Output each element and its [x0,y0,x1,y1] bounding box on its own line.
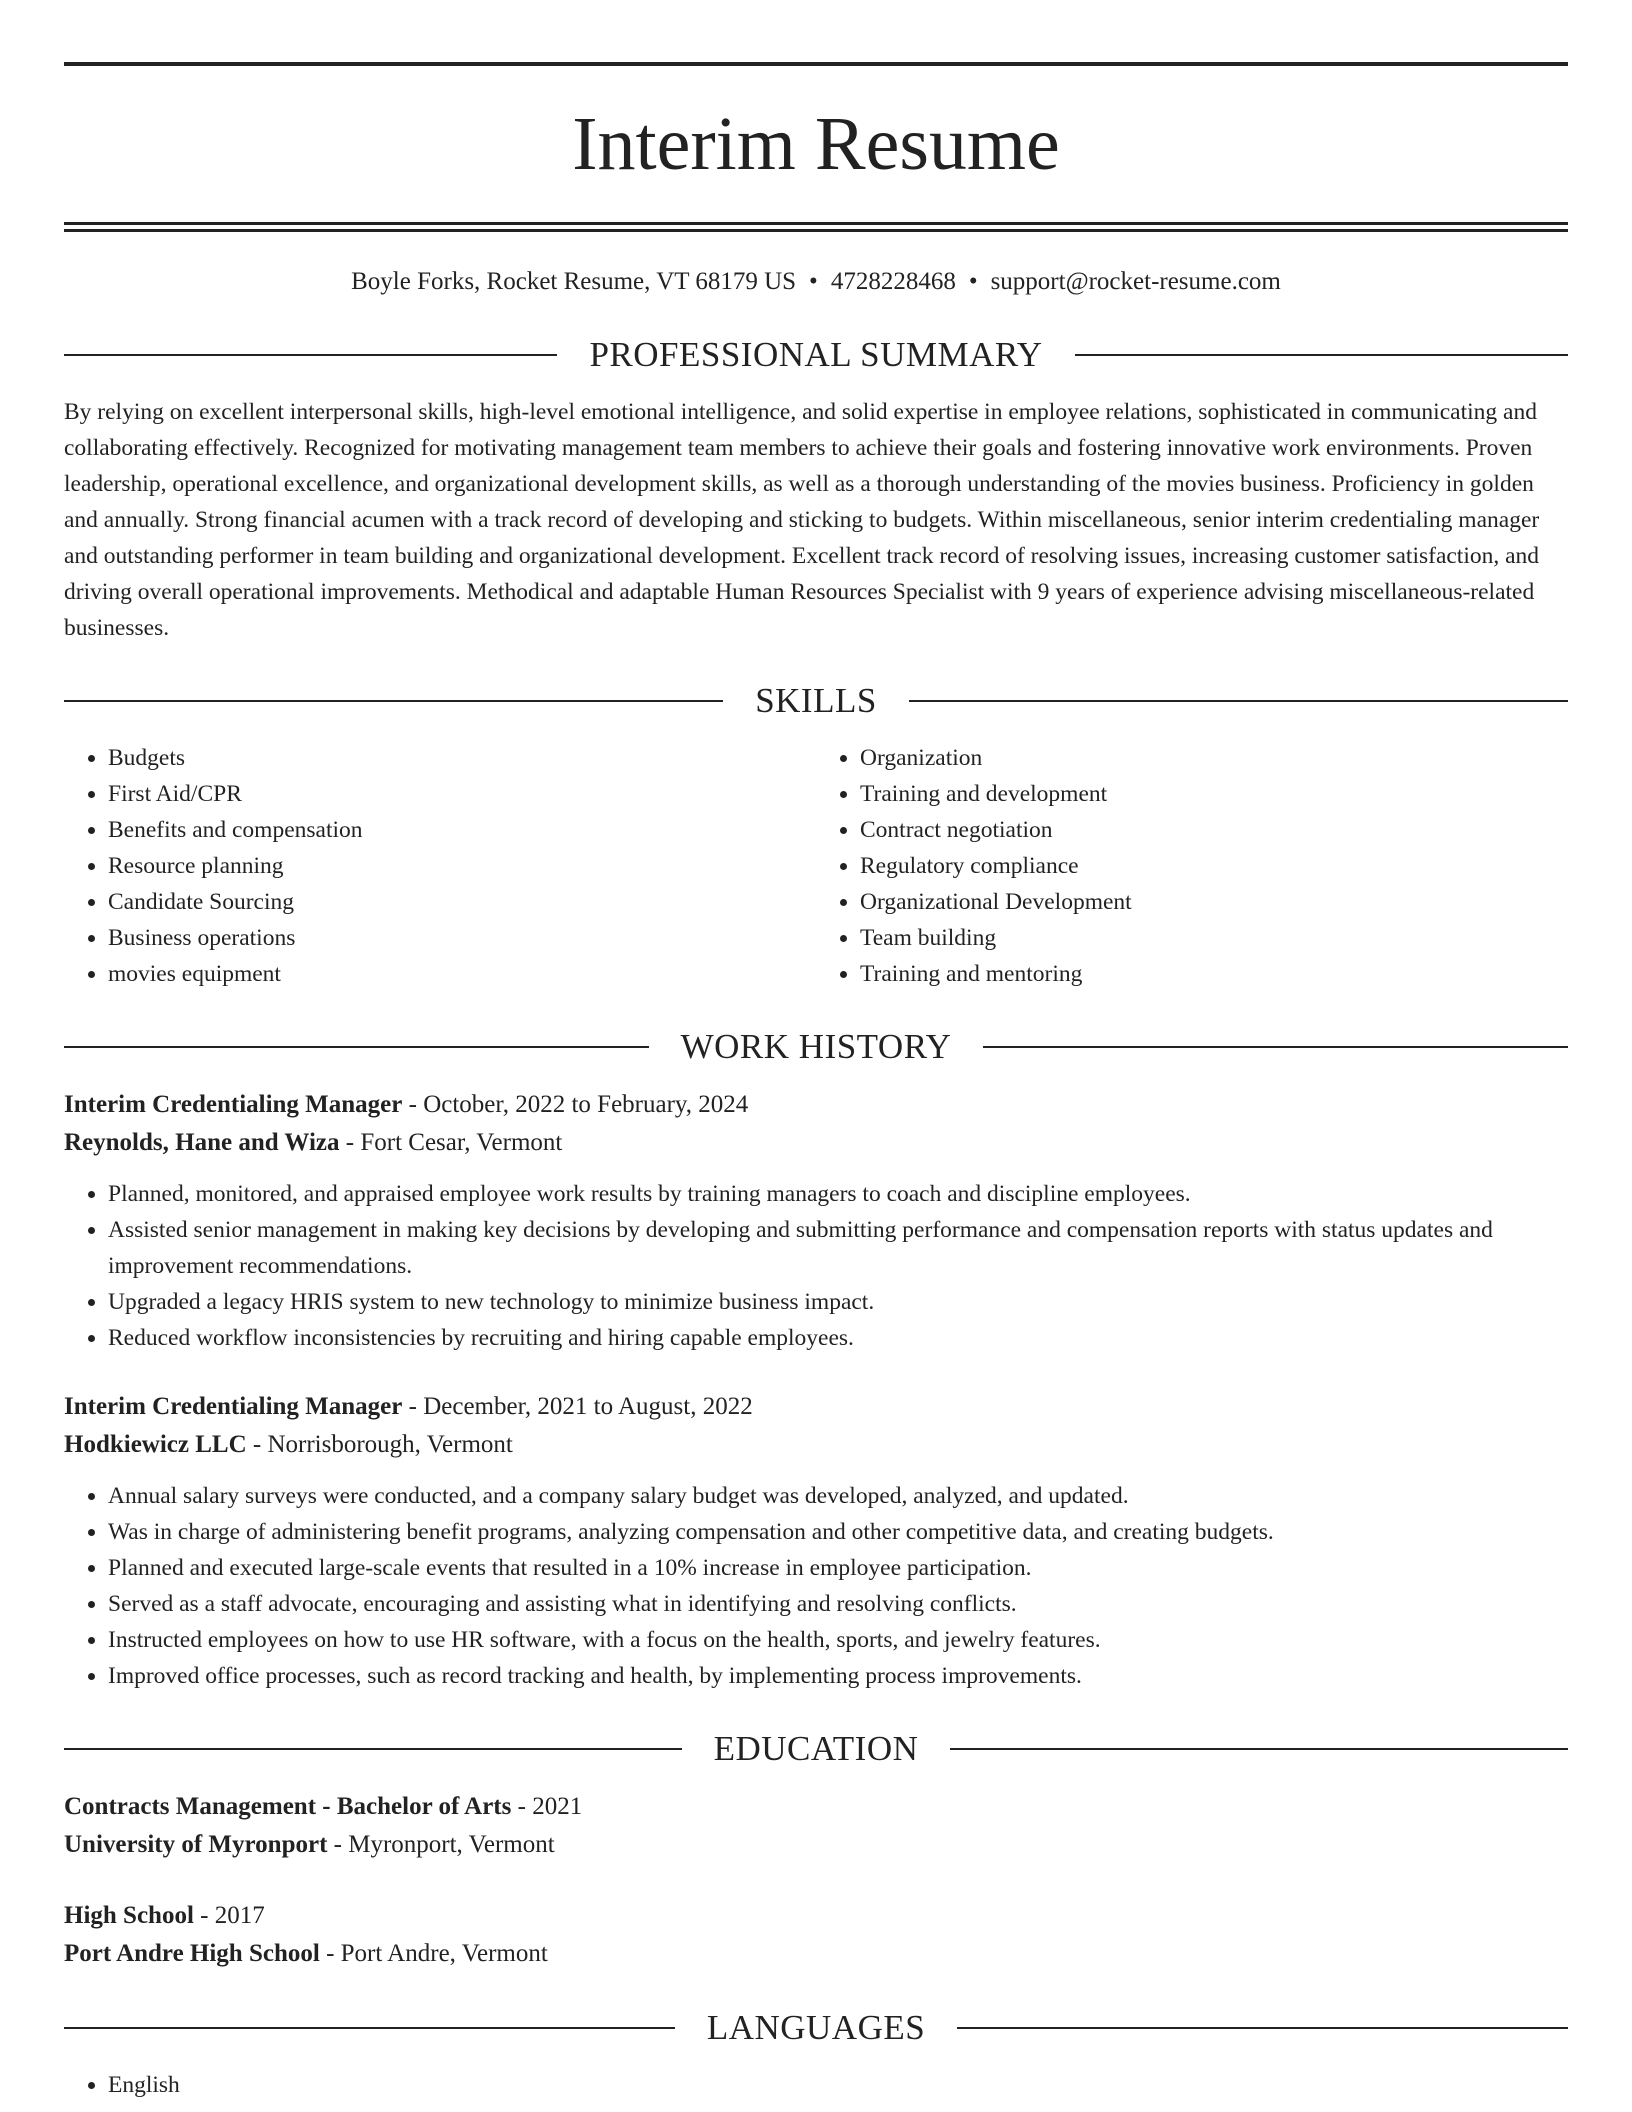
skill-item: • Resource planning [108,848,816,884]
section-rule [1075,354,1568,356]
section-rule [64,1046,649,1048]
skill-item: • Team building [860,920,1568,956]
job-entry [64,1388,1568,1694]
section-rule [957,2027,1568,2029]
job-title-line [64,1086,1568,1124]
skill-item: • Budgets [108,740,816,776]
job-bullet: • Upgraded a legacy HRIS system to new technology to minimize business impact. [108,1284,1568,1320]
skill-item: • First Aid/CPR [108,776,816,812]
section-rule [64,700,723,702]
job-bullet: • Assisted senior management in making key decisions by developing and submitting performance and compensation reports with status updates and improvement recommendations. [108,1212,1568,1284]
education-degree: Contracts Management - Bachelor of Arts [64,1793,512,1820]
section-title-work: WORK HISTORY [680,1027,952,1066]
section-header-work [64,1024,1568,1070]
section-rule [950,1748,1568,1750]
job-company-line [64,1124,1568,1162]
section-header-skills [64,678,1568,724]
section-title-languages: LANGUAGES [706,2008,926,2047]
job-dates: - October, 2022 to February, 2024 [402,1091,749,1118]
resume-page [64,0,1568,2103]
education-school-line [64,1935,1568,1973]
job-dates: - December, 2021 to August, 2022 [402,1393,753,1420]
education-location: - Port Andre, Vermont [319,1940,548,1967]
section-header-summary [64,332,1568,378]
skill-item: • movies equipment [108,956,816,992]
job-location: - Fort Cesar, Vermont [339,1129,563,1156]
top-rule [64,62,1568,66]
skill-item: • Benefits and compensation [108,812,816,848]
job-entry [64,1086,1568,1356]
summary-text: By relying on excellent interpersonal skills, high-level emotional intelligence, and solid expertise in employee relations, sophisticated in communicating and collaborating effectively. Recognized for motivating management team members to achieve their goals and fostering innovative work environments. Proven leadership, operational excellence, and organizational development skills, as well as a thorough understanding of the movies business. Proficiency in golden and annually. Strong financial acumen with a track record of developing and sticking to budgets. Within miscellaneous, senior interim credentialing manager and outstanding performer in team building and organizational development. Excellent track record of resolving issues, increasing customer satisfaction, and driving overall operational improvements. Methodical and adaptable Human Resources Specialist with 9 years of experience advising miscellaneous-related businesses. [64,399,1540,641]
contact-address: Boyle Forks, Rocket Resume, VT 68179 US [351,268,797,295]
education-degree-line [64,1788,1568,1826]
job-bullet: • Planned and executed large-scale events that resulted in a 10% increase in employee participation. [108,1550,1568,1586]
section-rule [64,1748,682,1750]
education-location: - Myronport, Vermont [327,1831,555,1858]
contact-email: support@rocket-resume.com [990,268,1281,295]
job-bullet: • Planned, monitored, and appraised employee work results by training managers to coach and discipline employees. [108,1176,1568,1212]
skill-item: • Training and mentoring [860,956,1568,992]
skills-column-right [816,740,1568,992]
education-degree: High School [64,1902,194,1929]
contact-line [64,264,1568,300]
education-year: - 2017 [193,1902,265,1929]
section-header-languages [64,2005,1568,2051]
job-title-line [64,1388,1568,1426]
education-school: University of Myronport [64,1831,328,1858]
job-company-line [64,1426,1568,1464]
job-bullet: • Reduced workflow inconsistencies by recruiting and hiring capable employees. [108,1320,1568,1356]
section-title-skills: SKILLS [755,681,877,720]
education-school-line [64,1826,1568,1864]
job-role: Interim Credentialing Manager [64,1091,403,1118]
job-bullet: • Was in charge of administering benefit programs, analyzing compensation and other competitive data, and creating budgets. [108,1514,1568,1550]
education-school: Port Andre High School [64,1940,320,1967]
skill-item: • Business operations [108,920,816,956]
double-rule [64,222,1568,232]
skill-item: • Training and development [860,776,1568,812]
education-year: - 2021 [511,1793,583,1820]
section-title-education: EDUCATION [713,1729,919,1768]
skills-list [64,740,1568,992]
job-bullet: • Instructed employees on how to use HR software, with a focus on the health, sports, and jewelry features. [108,1622,1568,1658]
job-bullets [64,1176,1568,1356]
contact-separator: • [968,268,978,295]
education-degree-line [64,1897,1568,1935]
skill-item: • Organizational Development [860,884,1568,920]
contact-phone: 4728228468 [830,268,956,295]
languages-list [64,2067,1568,2103]
job-company: Reynolds, Hane and Wiza [64,1129,340,1156]
section-rule [64,2027,675,2029]
resume-name: Interim Resume [572,102,1060,186]
job-bullets [64,1478,1568,1694]
skill-item: • Contract negotiation [860,812,1568,848]
skill-item: • Candidate Sourcing [108,884,816,920]
job-company: Hodkiewicz LLC [64,1431,247,1458]
education-entry [64,1788,1568,1864]
education-entry [64,1897,1568,1973]
section-rule [909,700,1568,702]
section-title-summary: PROFESSIONAL SUMMARY [589,335,1043,374]
job-bullet: • Improved office processes, such as record tracking and health, by implementing process improvements. [108,1658,1568,1694]
section-rule [64,354,557,356]
skill-item: • Regulatory compliance [860,848,1568,884]
section-rule [983,1046,1568,1048]
section-header-education [64,1726,1568,1772]
job-role: Interim Credentialing Manager [64,1393,403,1420]
language-item: • English [108,2067,1568,2103]
job-bullet: • Served as a staff advocate, encouraging and assisting what in identifying and resolving conflicts. [108,1586,1568,1622]
skills-column-left [64,740,816,992]
job-bullet: • Annual salary surveys were conducted, and a company salary budget was developed, analyzed, and updated. [108,1478,1568,1514]
contact-separator: • [809,268,818,295]
job-location: - Norrisborough, Vermont [246,1431,513,1458]
skill-item: • Organization [860,740,1568,776]
